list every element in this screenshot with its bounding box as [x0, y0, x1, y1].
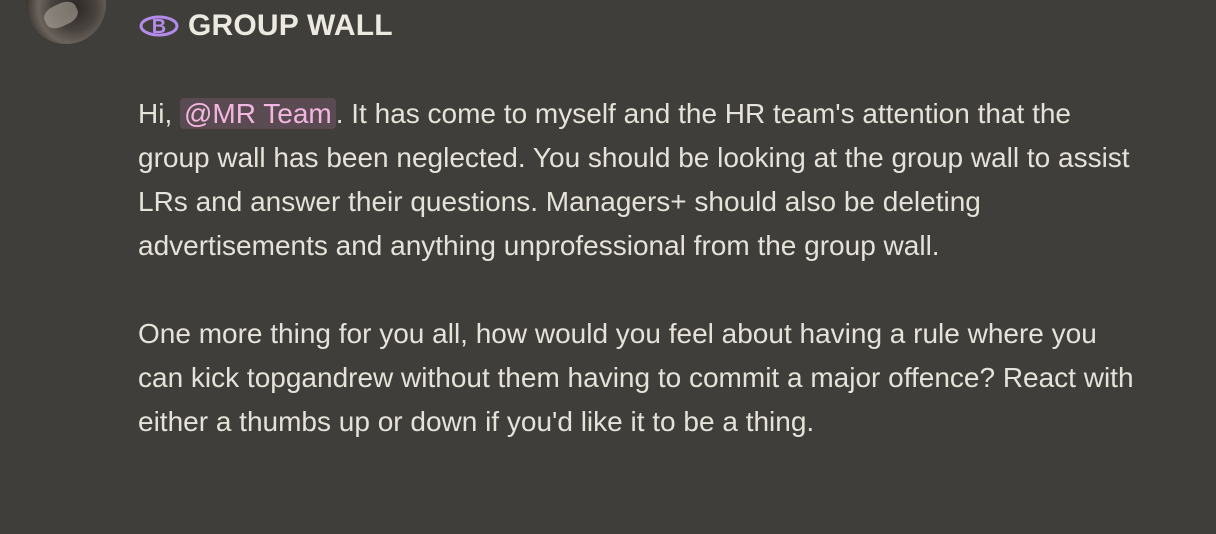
svg-text:B: B	[151, 16, 167, 38]
message-paragraph-2: One more thing for you all, how would you feel about having a rule where you can kick topgandrew without them having to commit a major offence? React with either a thumbs up or down if you'd like it to be a thing.	[138, 318, 1134, 437]
mention-mr-team[interactable]: @MR Team	[180, 98, 336, 129]
greeting-text: Hi,	[138, 98, 180, 129]
paragraph-1-text: . It has come to myself and the HR team's attention that the group wall has been neglected. You should be looking at the group wall to assist LRs and answer their questions. Managers+ should also be deleting advertisements and anything unprofessional from the group wall.	[138, 98, 1130, 261]
message-paragraph-1	[138, 92, 1148, 268]
avatar[interactable]	[26, 0, 106, 44]
channel-title: GROUP WALL	[188, 9, 393, 42]
message-body	[138, 92, 1148, 444]
message-header	[138, 4, 393, 48]
role-b-badge-icon	[138, 11, 180, 41]
